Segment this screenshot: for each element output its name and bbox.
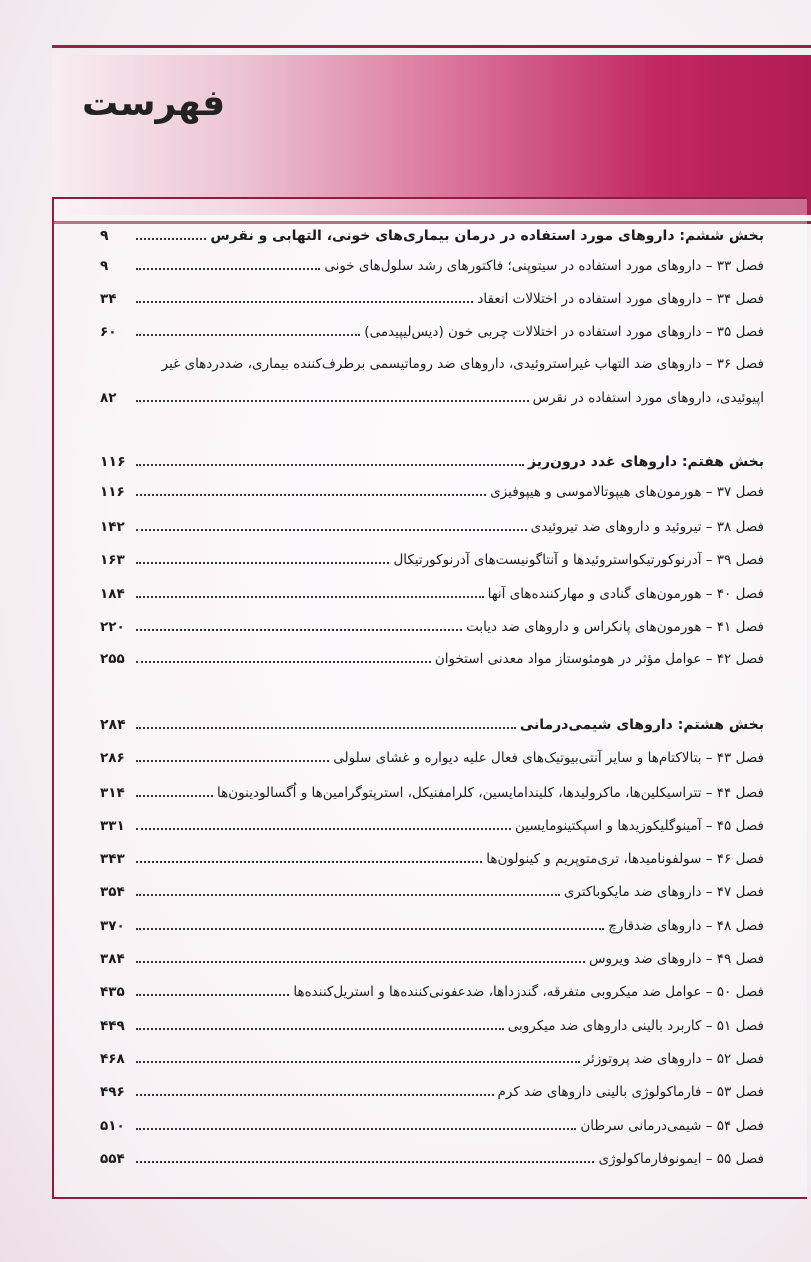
dot-leader (136, 237, 206, 240)
page-number: ۳۵۴ (100, 884, 125, 900)
page-number: ۴۹۶ (100, 1084, 125, 1100)
dot-leader (136, 300, 473, 303)
dot-leader (136, 267, 320, 270)
toc-entry[interactable] (100, 252, 764, 274)
dot-leader (136, 660, 431, 663)
chapter-title: فصل ۴۳ – بتالاکتام‌ها و سایر آنتی‌بیوتیک‌های فعال علیه دیواره و غشای سلولی (333, 750, 764, 766)
chapter-title: فصل ۴۹ – داروهای ضد ویروس (589, 951, 764, 967)
chapter-title: فصل ۵۰ – عوامل ضد میکروبی متفرقه، گندزداها، ضدعفونی‌کننده‌ها و استریل‌کننده‌ها (293, 984, 764, 1000)
toc-entry[interactable] (100, 513, 764, 535)
dot-leader (136, 794, 213, 797)
chapter-title: فصل ۵۱ – کاربرد بالینی داروهای ضد میکروبی (507, 1018, 764, 1034)
dot-leader (136, 759, 329, 762)
section-heading[interactable] (100, 711, 764, 733)
toc-entry[interactable] (100, 318, 764, 340)
page-number: ۳۱۴ (100, 785, 125, 801)
page-number: ۳۳۱ (100, 818, 125, 834)
dot-leader (136, 1060, 580, 1063)
toc-entry[interactable] (100, 613, 764, 635)
chapter-title: فصل ۳۵ – داروهای مورد استفاده در اختلالات چربی خون (دیس‌لیپیدمی) (364, 324, 764, 340)
page-title: فهرست (82, 83, 226, 124)
page-number: ۴۶۸ (100, 1051, 125, 1067)
chapter-title: فصل ۳۶ – داروهای ضد التهاب غیراستروئیدی، داروهای ضد روماتیسمی برطرف‌کننده بیماری، ضددردهای غیر (161, 356, 764, 372)
toc-entry[interactable] (100, 878, 764, 900)
dot-leader (136, 1027, 504, 1030)
toc-entry[interactable] (100, 945, 764, 967)
chapter-title: فصل ۳۹ – آدرنوکورتیکواستروئیدها و آنتاگونیست‌های آدرنوکورتیکال (393, 552, 764, 568)
page-number: ۳۴ (100, 291, 117, 307)
toc-entry[interactable] (100, 1012, 764, 1034)
toc-entry[interactable] (100, 580, 764, 602)
dot-leader (136, 1127, 576, 1130)
chapter-title: فصل ۴۷ – داروهای ضد مایکوباکتری (563, 884, 764, 900)
section-title: بخش هشتم: داروهای شیمی‌درمانی (519, 717, 764, 733)
dot-leader (136, 528, 527, 531)
chapter-title: فصل ۳۳ – داروهای مورد استفاده در سیتوپنی؛ فاکتورهای رشد سلول‌های خونی (324, 258, 764, 274)
chapter-title: فصل ۴۱ – هورمون‌های پانکراس و داروهای ضد دیابت (466, 619, 764, 635)
dot-leader (136, 927, 604, 930)
page-number: ۲۵۵ (100, 651, 125, 667)
toc-entry[interactable] (100, 645, 764, 667)
section-title: بخش ششم: داروهای مورد استفاده در درمان بیماری‌های خونی، التهابی و نقرس (210, 228, 764, 244)
page-number: ۵۱۰ (100, 1118, 125, 1134)
chapter-title: فصل ۴۵ – آمینوگلیکوزیدها و اسپکتینومایسین (514, 818, 764, 834)
toc-entry[interactable] (100, 978, 764, 1000)
header-top-rule (52, 45, 811, 48)
chapter-title: فصل ۵۴ – شیمی‌درمانی سرطان (580, 1118, 764, 1134)
toc-entry[interactable] (100, 478, 764, 500)
dot-leader (136, 726, 516, 729)
toc-entry[interactable] (100, 546, 764, 568)
page-number: ۱۸۴ (100, 586, 125, 602)
chapter-title: اپیوئیدی، داروهای مورد استفاده در نقرس (532, 390, 764, 406)
page-number: ۱۱۶ (100, 484, 125, 500)
chapter-title: فصل ۴۲ – عوامل مؤثر در هومئوستاز مواد معدنی استخوان (434, 651, 764, 667)
section-heading[interactable] (100, 222, 764, 244)
page-number: ۲۸۶ (100, 750, 125, 766)
page-number: ۸۲ (100, 390, 117, 406)
page-number: ۱۱۶ (100, 454, 126, 470)
dot-leader (136, 561, 389, 564)
chapter-title: فصل ۴۶ – سولفونامیدها، تری‌متوپریم و کینولون‌ها (486, 851, 764, 867)
page-number: ۹ (100, 258, 109, 274)
dot-leader (136, 463, 524, 466)
toc-entry[interactable] (100, 1045, 764, 1067)
dot-leader (136, 860, 482, 863)
page-number: ۶۰ (100, 324, 117, 340)
section-heading[interactable] (100, 448, 764, 470)
dot-leader (136, 1160, 594, 1163)
page-number: ۲۲۰ (100, 619, 125, 635)
chapter-title: فصل ۵۵ – ایمونوفارماکولوژی (598, 1151, 764, 1167)
toc-entry[interactable] (100, 1078, 764, 1100)
toc-entry[interactable] (100, 350, 764, 372)
page-number: ۳۸۴ (100, 951, 125, 967)
toc-entry[interactable] (100, 812, 764, 834)
page-number: ۱۴۲ (100, 519, 125, 535)
toc-entry[interactable] (100, 285, 764, 307)
page-number: ۲۸۴ (100, 717, 126, 733)
toc-entry[interactable] (100, 744, 764, 766)
section-title: بخش هفتم: داروهای غدد درون‌ریز (527, 454, 764, 470)
toc-entry[interactable] (100, 912, 764, 934)
toc-entry[interactable] (100, 845, 764, 867)
chapter-title: فصل ۴۸ – داروهای ضدقارچ (608, 918, 764, 934)
page-number: ۹ (100, 228, 109, 244)
toc-entry[interactable] (100, 1112, 764, 1134)
header-band (52, 55, 811, 215)
chapter-title: فصل ۵۲ – داروهای ضد پروتوزئر (583, 1051, 764, 1067)
dot-leader (136, 628, 462, 631)
page-number: ۳۴۳ (100, 851, 125, 867)
dot-leader (136, 399, 529, 402)
toc-entry[interactable] (100, 779, 764, 801)
page-number: ۱۶۳ (100, 552, 125, 568)
toc-entry[interactable] (100, 384, 764, 406)
dot-leader (136, 827, 511, 830)
dot-leader (136, 493, 486, 496)
chapter-title: فصل ۳۷ – هورمون‌های هیپوتالاموسی و هیپوفیزی (490, 484, 764, 500)
page-number: ۴۴۹ (100, 1018, 125, 1034)
dot-leader (136, 960, 585, 963)
page-number: ۵۵۴ (100, 1151, 125, 1167)
toc-entry[interactable] (100, 1145, 764, 1167)
dot-leader (136, 993, 289, 996)
dot-leader (136, 333, 360, 336)
dot-leader (136, 893, 560, 896)
dot-leader (136, 595, 484, 598)
chapter-title: فصل ۴۴ – تتراسیکلین‌ها، ماکرولیدها، کلیندامایسین، کلرامفنیکل، استرپتوگرامین‌ها و اُگسالودینون‌ها (217, 785, 764, 801)
dot-leader (136, 1093, 494, 1096)
chapter-title: فصل ۴۰ – هورمون‌های گنادی و مهارکننده‌های آنها (487, 586, 764, 602)
chapter-title: فصل ۵۳ – فارماکولوژی بالینی داروهای ضد کرم (497, 1084, 764, 1100)
page-number: ۳۷۰ (100, 918, 125, 934)
page-number: ۴۳۵ (100, 984, 125, 1000)
chapter-title: فصل ۳۸ – تیروئید و داروهای ضد تیروئیدی (530, 519, 764, 535)
chapter-title: فصل ۳۴ – داروهای مورد استفاده در اختلالات انعقاد (477, 291, 764, 307)
page-header (52, 45, 811, 185)
